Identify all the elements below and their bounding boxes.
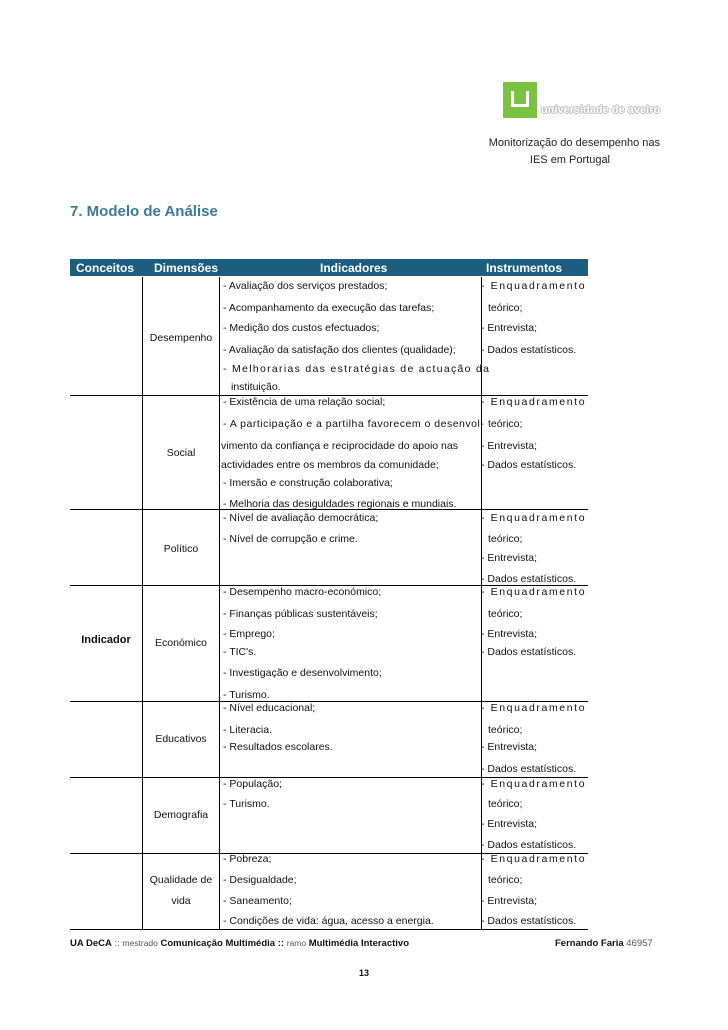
header-indicadores: Indicadores [320,261,388,275]
instrument: - Enquadramento [481,853,587,865]
header-line-2: IES em Portugal [529,154,610,166]
indicator: actividades entre os membros da comunidade; [221,459,439,471]
indicator: - Medição dos custos efectuados; [223,322,380,334]
instrument: - Dados estatísticos. [481,573,577,585]
dimension-label: Desempenho [149,332,213,344]
indicator: - Nível educacional; [223,702,316,714]
header-conceitos: Conceitos [76,261,135,275]
indicator: - Melhoria das desiguldades regionais e mundiais. [223,498,457,510]
footer-mestrado-label: mestrado [122,938,158,948]
instrument: - Entrevista; [481,322,538,334]
indicator: instituição. [231,381,281,393]
table-row [70,395,588,510]
instrument: teórico; [488,874,523,886]
indicator: - Turismo. [223,689,270,701]
table-header [70,259,588,276]
table-row [70,853,588,930]
instrument: - Entrevista; [481,741,538,753]
instrument: - Dados estatísticos. [481,915,577,927]
indicator: - Desigualdade; [223,874,297,886]
indicator: - Resultados escolares. [223,741,333,753]
table-row [70,701,588,778]
table-row [70,585,588,702]
indicator: - Acompanhamento da execução das tarefas; [223,302,435,314]
instrument: - Entrevista; [481,552,538,564]
dimension-label: Qualidade de [149,874,213,886]
indicator: - Pobreza; [223,853,272,865]
footer-ramo-label: ramo [286,938,307,948]
instrument: teórico; [488,533,523,545]
indicator: - TIC's. [223,646,257,658]
instrument: - Enquadramento [481,778,587,790]
dimension-label: Demografia [153,809,209,821]
dimension-label: Económico [155,637,207,649]
instrument: - Entrevista; [481,628,538,640]
logo-text: universidade de aveiro [541,104,661,116]
indicator: - Finanças públicas sustentáveis; [223,608,378,620]
instrument: - Enquadramento [481,702,587,714]
section-title: 7. Modelo de Análise [70,203,218,220]
instrument: teórico; [488,724,523,736]
footer-sep: :: [277,938,285,949]
indicator: - Condições de vida: água, acesso a energia. [223,915,434,927]
instrument: - Dados estatísticos. [481,344,577,356]
instrument: - Enquadramento [481,512,587,524]
footer-left [70,938,409,949]
indicator: - Desempenho macro-económico; [223,586,382,598]
instrument: - Entrevista; [481,895,538,907]
indicator: - Literacia. [223,724,273,736]
indicator: - Avaliação da satisfação dos clientes (qualidade); [223,344,456,356]
indicator: - Investigação e desenvolvimento; [223,667,382,679]
instrument: teórico; [488,608,523,620]
header-dimensoes: Dimensões [154,261,219,275]
indicator: - População; [223,778,282,790]
instrument: - Dados estatísticos. [481,839,577,851]
indicator: - Turismo. [223,798,270,810]
footer-author: Fernando Faria [555,938,624,949]
footer-org: UA DeCA [70,938,112,949]
instrument: teórico; [488,302,523,314]
table-row [70,777,588,854]
indicator: - A participação e a partilha favorecem o desenvol- [223,418,485,430]
instrument: - Dados estatísticos. [481,763,577,775]
university-logo-icon [503,82,537,118]
instrument: - Enquadramento [481,396,587,408]
instrument: teórico; [488,418,523,430]
indicator: - Nível de corrupção e crime. [223,533,358,545]
indicator: - Avaliação dos serviços prestados; [223,280,388,292]
instrument: - Dados estatísticos. [481,459,577,471]
header-instrumentos: Instrumentos [486,261,563,275]
concept-label: Indicador [81,634,131,646]
indicator: - Melhorarias das estratégias de actuação da [223,363,491,375]
table-row [70,277,588,396]
indicator: - Existência de uma relação social; [223,396,386,408]
indicator: vimento da confiança e reciprocidade do apoio nas [221,440,458,452]
table-row [70,509,588,586]
indicator: - Nível de avaliação democrática; [223,512,379,524]
footer-sep: :: [114,938,120,949]
instrument: - Enquadramento [481,280,587,292]
indicator: - Imersão e construção colaborativa; [223,477,393,489]
dimension-label: Social [166,447,196,459]
footer-ramo: Multimédia Interactivo [308,938,410,949]
instrument: teórico; [488,798,523,810]
footer-mestrado: Comunicação Multimédia [160,938,276,949]
instrument: - Entrevista; [481,818,538,830]
indicator: - Emprego; [223,628,275,640]
footer-right [555,938,653,949]
footer-author-id: 46957 [626,938,653,949]
instrument: - Enquadramento [481,586,587,598]
header-line-1: Monitorização do desempenho nas [488,137,660,149]
page-number: 13 [358,968,369,978]
dimension-label: Educativos [155,733,207,745]
dimension-label: vida [171,895,191,907]
instrument: - Entrevista; [481,440,538,452]
dimension-label: Político [163,543,199,555]
indicator: - Saneamento; [223,895,292,907]
instrument: - Dados estatísticos. [481,646,577,658]
